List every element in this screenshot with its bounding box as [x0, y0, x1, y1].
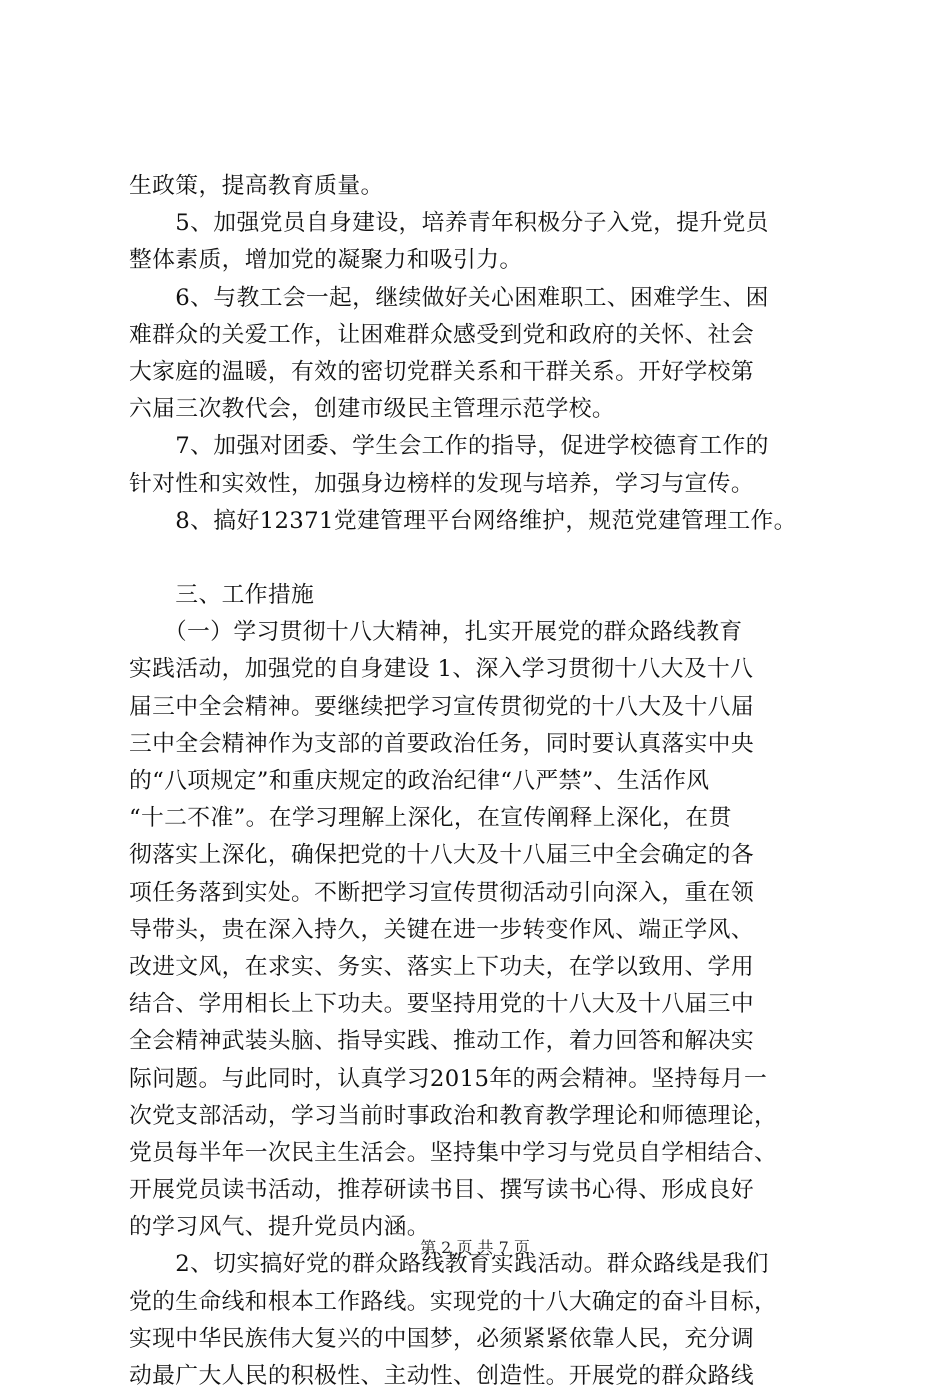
text-line: 项任务落到实处。不断把学习宣传贯彻活动引向深入，重在领 [129, 879, 754, 906]
text-line: 导带头，贵在深入持久，关键在进一步转变作风、端正学风、 [129, 916, 754, 943]
text-line: 2、切实搞好党的群众路线教育实践活动。群众路线是我们 [129, 1251, 769, 1278]
text-line: 开展党员读书活动，推荐研读书目、撰写读书心得、形成良好 [129, 1177, 754, 1204]
text-line: 党的生命线和根本工作路线。实现党的十八大确定的奋斗目标， [129, 1288, 778, 1315]
text-line: 全会精神武装头脑、指导实践、推动工作，着力回答和解决实 [129, 1028, 754, 1055]
text-line: 实践活动，加强党的自身建设 1、深入学习贯彻十八大及十八 [129, 656, 754, 683]
text-line: 6、与教工会一起，继续做好关心困难职工、困难学生、困 [129, 284, 769, 311]
text-line: 改进文风，在求实、务实、落实上下功夫，在学以致用、学用 [129, 953, 754, 980]
text-line: “十二不准”。在学习理解上深化，在宣传阐释上深化，在贯 [129, 805, 732, 832]
body-text [129, 168, 839, 1395]
text-line: 三、工作措施 [129, 582, 315, 609]
text-line: 次党支部活动，学习当前时事政治和教育教学理论和师德理论， [129, 1102, 778, 1129]
text-line: 际问题。与此同时，认真学习2015年的两会精神。坚持每月一 [129, 1065, 768, 1092]
text-line: 三中全会精神作为支部的首要政治任务，同时要认真落实中央 [129, 730, 754, 757]
text-line: 难群众的关爱工作，让困难群众感受到党和政府的关怀、社会 [129, 321, 754, 348]
text-line: 结合、学用相长上下功夫。要坚持用党的十八大及十八届三中 [129, 991, 754, 1018]
text-line: 针对性和实效性，加强身边榜样的发现与培养，学习与宣传。 [129, 470, 754, 497]
text-line: 7、加强对团委、学生会工作的指导，促进学校德育工作的 [129, 433, 769, 460]
text-line: 六届三次教代会，创建市级民主管理示范学校。 [129, 396, 616, 423]
blank-line [129, 540, 839, 577]
text-line: （一）学习贯彻十八大精神，扎实开展党的群众路线教育 [129, 619, 743, 646]
text-line: 大家庭的温暖，有效的密切党群关系和干群关系。开好学校第 [129, 358, 754, 385]
text-line: 彻落实上深化，确保把党的十八大及十八届三中全会确定的各 [129, 842, 754, 869]
text-line: 生政策，提高教育质量。 [129, 173, 384, 199]
text-line: 实现中华民族伟大复兴的中国梦，必须紧紧依靠人民，充分调 [129, 1325, 754, 1352]
text-line: 的“八项规定”和重庆规定的政治纪律“八严禁”、生活作风 [129, 768, 710, 794]
text-line: 整体素质，增加党的凝聚力和吸引力。 [129, 247, 523, 274]
text-line: 届三中全会精神。要继续把学习宣传贯彻党的十八大及十八届 [129, 693, 754, 720]
page-footer: 第 2 页 共 7 页 [420, 1238, 530, 1257]
text-line: 5、加强党员自身建设，培养青年积极分子入党，提升党员 [129, 210, 769, 237]
text-line: 动最广大人民的积极性、主动性、创造性。开展党的群众路线 [129, 1363, 754, 1389]
text-line: 8、搞好12371党建管理平台网络维护，规范党建管理工作。 [129, 507, 797, 534]
text-line: 党员每半年一次民主生活会。坚持集中学习与党员自学相结合、 [129, 1139, 778, 1166]
text-line: 的学习风气、提升党员内涵。 [129, 1214, 430, 1241]
